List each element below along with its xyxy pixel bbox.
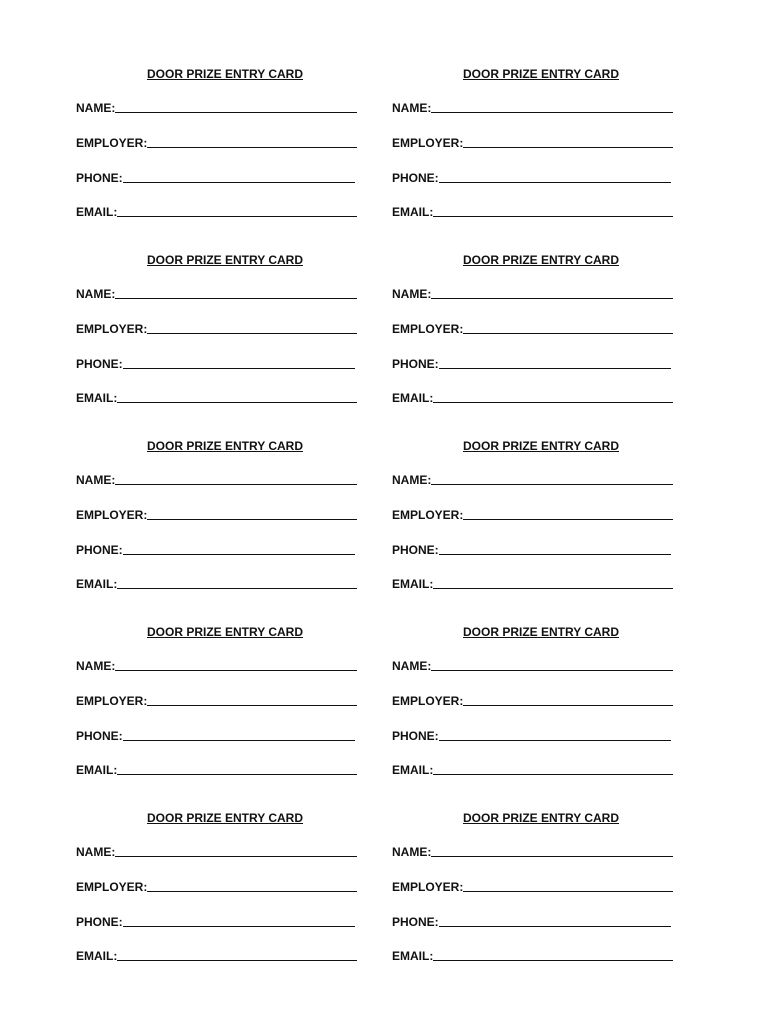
email-label: EMAIL: <box>76 763 118 777</box>
email-write-in-line[interactable] <box>433 949 673 961</box>
phone-field <box>76 728 355 744</box>
name-field <box>392 844 673 860</box>
phone-label: PHONE: <box>76 915 123 929</box>
email-field <box>392 762 673 778</box>
employer-label: EMPLOYER: <box>76 136 148 150</box>
card-title: DOOR PRIZE ENTRY CARD <box>462 67 619 81</box>
name-field <box>392 100 673 116</box>
employer-field <box>76 693 357 709</box>
phone-field <box>76 356 355 372</box>
email-field <box>76 948 357 964</box>
phone-field <box>392 170 671 186</box>
email-write-in-line[interactable] <box>433 763 673 775</box>
phone-field <box>392 356 671 372</box>
name-write-in-line[interactable] <box>115 659 357 671</box>
name-write-in-line[interactable] <box>115 845 357 857</box>
entry-card-7 <box>76 624 358 784</box>
phone-write-in-line[interactable] <box>123 357 355 369</box>
name-field <box>76 658 357 674</box>
employer-label: EMPLOYER: <box>76 322 148 336</box>
name-write-in-line[interactable] <box>431 845 673 857</box>
email-label: EMAIL: <box>392 763 434 777</box>
entry-card-6 <box>392 438 674 598</box>
entry-card-3 <box>76 252 358 412</box>
entry-card-1 <box>76 66 358 226</box>
email-field <box>76 390 357 406</box>
name-label: NAME: <box>76 659 116 673</box>
email-write-in-line[interactable] <box>117 577 357 589</box>
card-title: DOOR PRIZE ENTRY CARD <box>462 439 619 453</box>
employer-field <box>392 135 673 151</box>
phone-write-in-line[interactable] <box>123 729 355 741</box>
email-write-in-line[interactable] <box>117 391 357 403</box>
name-label: NAME: <box>76 845 116 859</box>
card-title: DOOR PRIZE ENTRY CARD <box>146 253 303 267</box>
employer-field <box>392 321 673 337</box>
name-field <box>392 286 673 302</box>
card-title: DOOR PRIZE ENTRY CARD <box>146 67 303 81</box>
phone-field <box>76 170 355 186</box>
email-field <box>392 576 673 592</box>
phone-label: PHONE: <box>76 357 123 371</box>
card-title: DOOR PRIZE ENTRY CARD <box>462 625 619 639</box>
phone-label: PHONE: <box>76 171 123 185</box>
email-write-in-line[interactable] <box>117 205 357 217</box>
email-label: EMAIL: <box>76 949 118 963</box>
email-label: EMAIL: <box>76 577 118 591</box>
phone-label: PHONE: <box>392 357 439 371</box>
entry-card-9 <box>76 810 358 970</box>
name-write-in-line[interactable] <box>431 287 673 299</box>
name-write-in-line[interactable] <box>115 473 357 485</box>
employer-label: EMPLOYER: <box>76 508 148 522</box>
phone-label: PHONE: <box>392 915 439 929</box>
email-write-in-line[interactable] <box>117 763 357 775</box>
phone-write-in-line[interactable] <box>439 729 671 741</box>
entry-card-8 <box>392 624 674 784</box>
name-write-in-line[interactable] <box>431 473 673 485</box>
employer-field <box>76 135 357 151</box>
email-field <box>392 948 673 964</box>
email-field <box>392 390 673 406</box>
phone-write-in-line[interactable] <box>123 543 355 555</box>
employer-write-in-line[interactable] <box>463 694 673 706</box>
employer-field <box>76 321 357 337</box>
employer-label: EMPLOYER: <box>76 880 148 894</box>
employer-label: EMPLOYER: <box>392 508 464 522</box>
phone-field <box>392 914 671 930</box>
employer-field <box>76 879 357 895</box>
email-label: EMAIL: <box>392 391 434 405</box>
name-field <box>392 472 673 488</box>
entry-card-2 <box>392 66 674 226</box>
employer-field <box>392 507 673 523</box>
phone-field <box>76 914 355 930</box>
phone-write-in-line[interactable] <box>439 543 671 555</box>
card-title: DOOR PRIZE ENTRY CARD <box>146 439 303 453</box>
card-title: DOOR PRIZE ENTRY CARD <box>146 625 303 639</box>
employer-field <box>392 693 673 709</box>
employer-label: EMPLOYER: <box>392 694 464 708</box>
email-label: EMAIL: <box>76 205 118 219</box>
name-field <box>76 100 357 116</box>
email-field <box>392 204 673 220</box>
phone-field <box>392 728 671 744</box>
phone-label: PHONE: <box>76 729 123 743</box>
employer-label: EMPLOYER: <box>392 136 464 150</box>
phone-write-in-line[interactable] <box>439 915 671 927</box>
employer-write-in-line[interactable] <box>147 322 357 334</box>
name-field <box>392 658 673 674</box>
email-write-in-line[interactable] <box>433 205 673 217</box>
email-label: EMAIL: <box>392 949 434 963</box>
entry-card-5 <box>76 438 358 598</box>
name-label: NAME: <box>392 659 432 673</box>
name-label: NAME: <box>392 473 432 487</box>
phone-write-in-line[interactable] <box>439 171 671 183</box>
email-field <box>76 576 357 592</box>
email-write-in-line[interactable] <box>433 577 673 589</box>
employer-write-in-line[interactable] <box>147 880 357 892</box>
name-label: NAME: <box>392 287 432 301</box>
employer-write-in-line[interactable] <box>147 136 357 148</box>
employer-write-in-line[interactable] <box>147 508 357 520</box>
name-write-in-line[interactable] <box>431 101 673 113</box>
name-label: NAME: <box>76 473 116 487</box>
phone-field <box>392 542 671 558</box>
phone-write-in-line[interactable] <box>123 171 355 183</box>
email-label: EMAIL: <box>76 391 118 405</box>
phone-label: PHONE: <box>392 729 439 743</box>
name-label: NAME: <box>76 101 116 115</box>
name-write-in-line[interactable] <box>431 659 673 671</box>
email-field <box>76 762 357 778</box>
employer-write-in-line[interactable] <box>463 322 673 334</box>
employer-label: EMPLOYER: <box>392 880 464 894</box>
email-field <box>76 204 357 220</box>
email-write-in-line[interactable] <box>433 391 673 403</box>
card-title: DOOR PRIZE ENTRY CARD <box>462 253 619 267</box>
email-write-in-line[interactable] <box>117 949 357 961</box>
phone-label: PHONE: <box>392 543 439 557</box>
phone-field <box>76 542 355 558</box>
name-label: NAME: <box>392 101 432 115</box>
card-title: DOOR PRIZE ENTRY CARD <box>146 811 303 825</box>
name-write-in-line[interactable] <box>115 101 357 113</box>
phone-label: PHONE: <box>76 543 123 557</box>
name-field <box>76 472 357 488</box>
employer-field <box>392 879 673 895</box>
employer-write-in-line[interactable] <box>463 508 673 520</box>
name-field <box>76 844 357 860</box>
entry-card-10 <box>392 810 674 970</box>
entry-card-4 <box>392 252 674 412</box>
name-field <box>76 286 357 302</box>
phone-write-in-line[interactable] <box>123 915 355 927</box>
employer-label: EMPLOYER: <box>392 322 464 336</box>
employer-field <box>76 507 357 523</box>
card-title: DOOR PRIZE ENTRY CARD <box>462 811 619 825</box>
email-label: EMAIL: <box>392 205 434 219</box>
employer-label: EMPLOYER: <box>76 694 148 708</box>
employer-write-in-line[interactable] <box>463 136 673 148</box>
phone-write-in-line[interactable] <box>439 357 671 369</box>
name-write-in-line[interactable] <box>115 287 357 299</box>
email-label: EMAIL: <box>392 577 434 591</box>
employer-write-in-line[interactable] <box>463 880 673 892</box>
phone-label: PHONE: <box>392 171 439 185</box>
name-label: NAME: <box>76 287 116 301</box>
name-label: NAME: <box>392 845 432 859</box>
employer-write-in-line[interactable] <box>147 694 357 706</box>
